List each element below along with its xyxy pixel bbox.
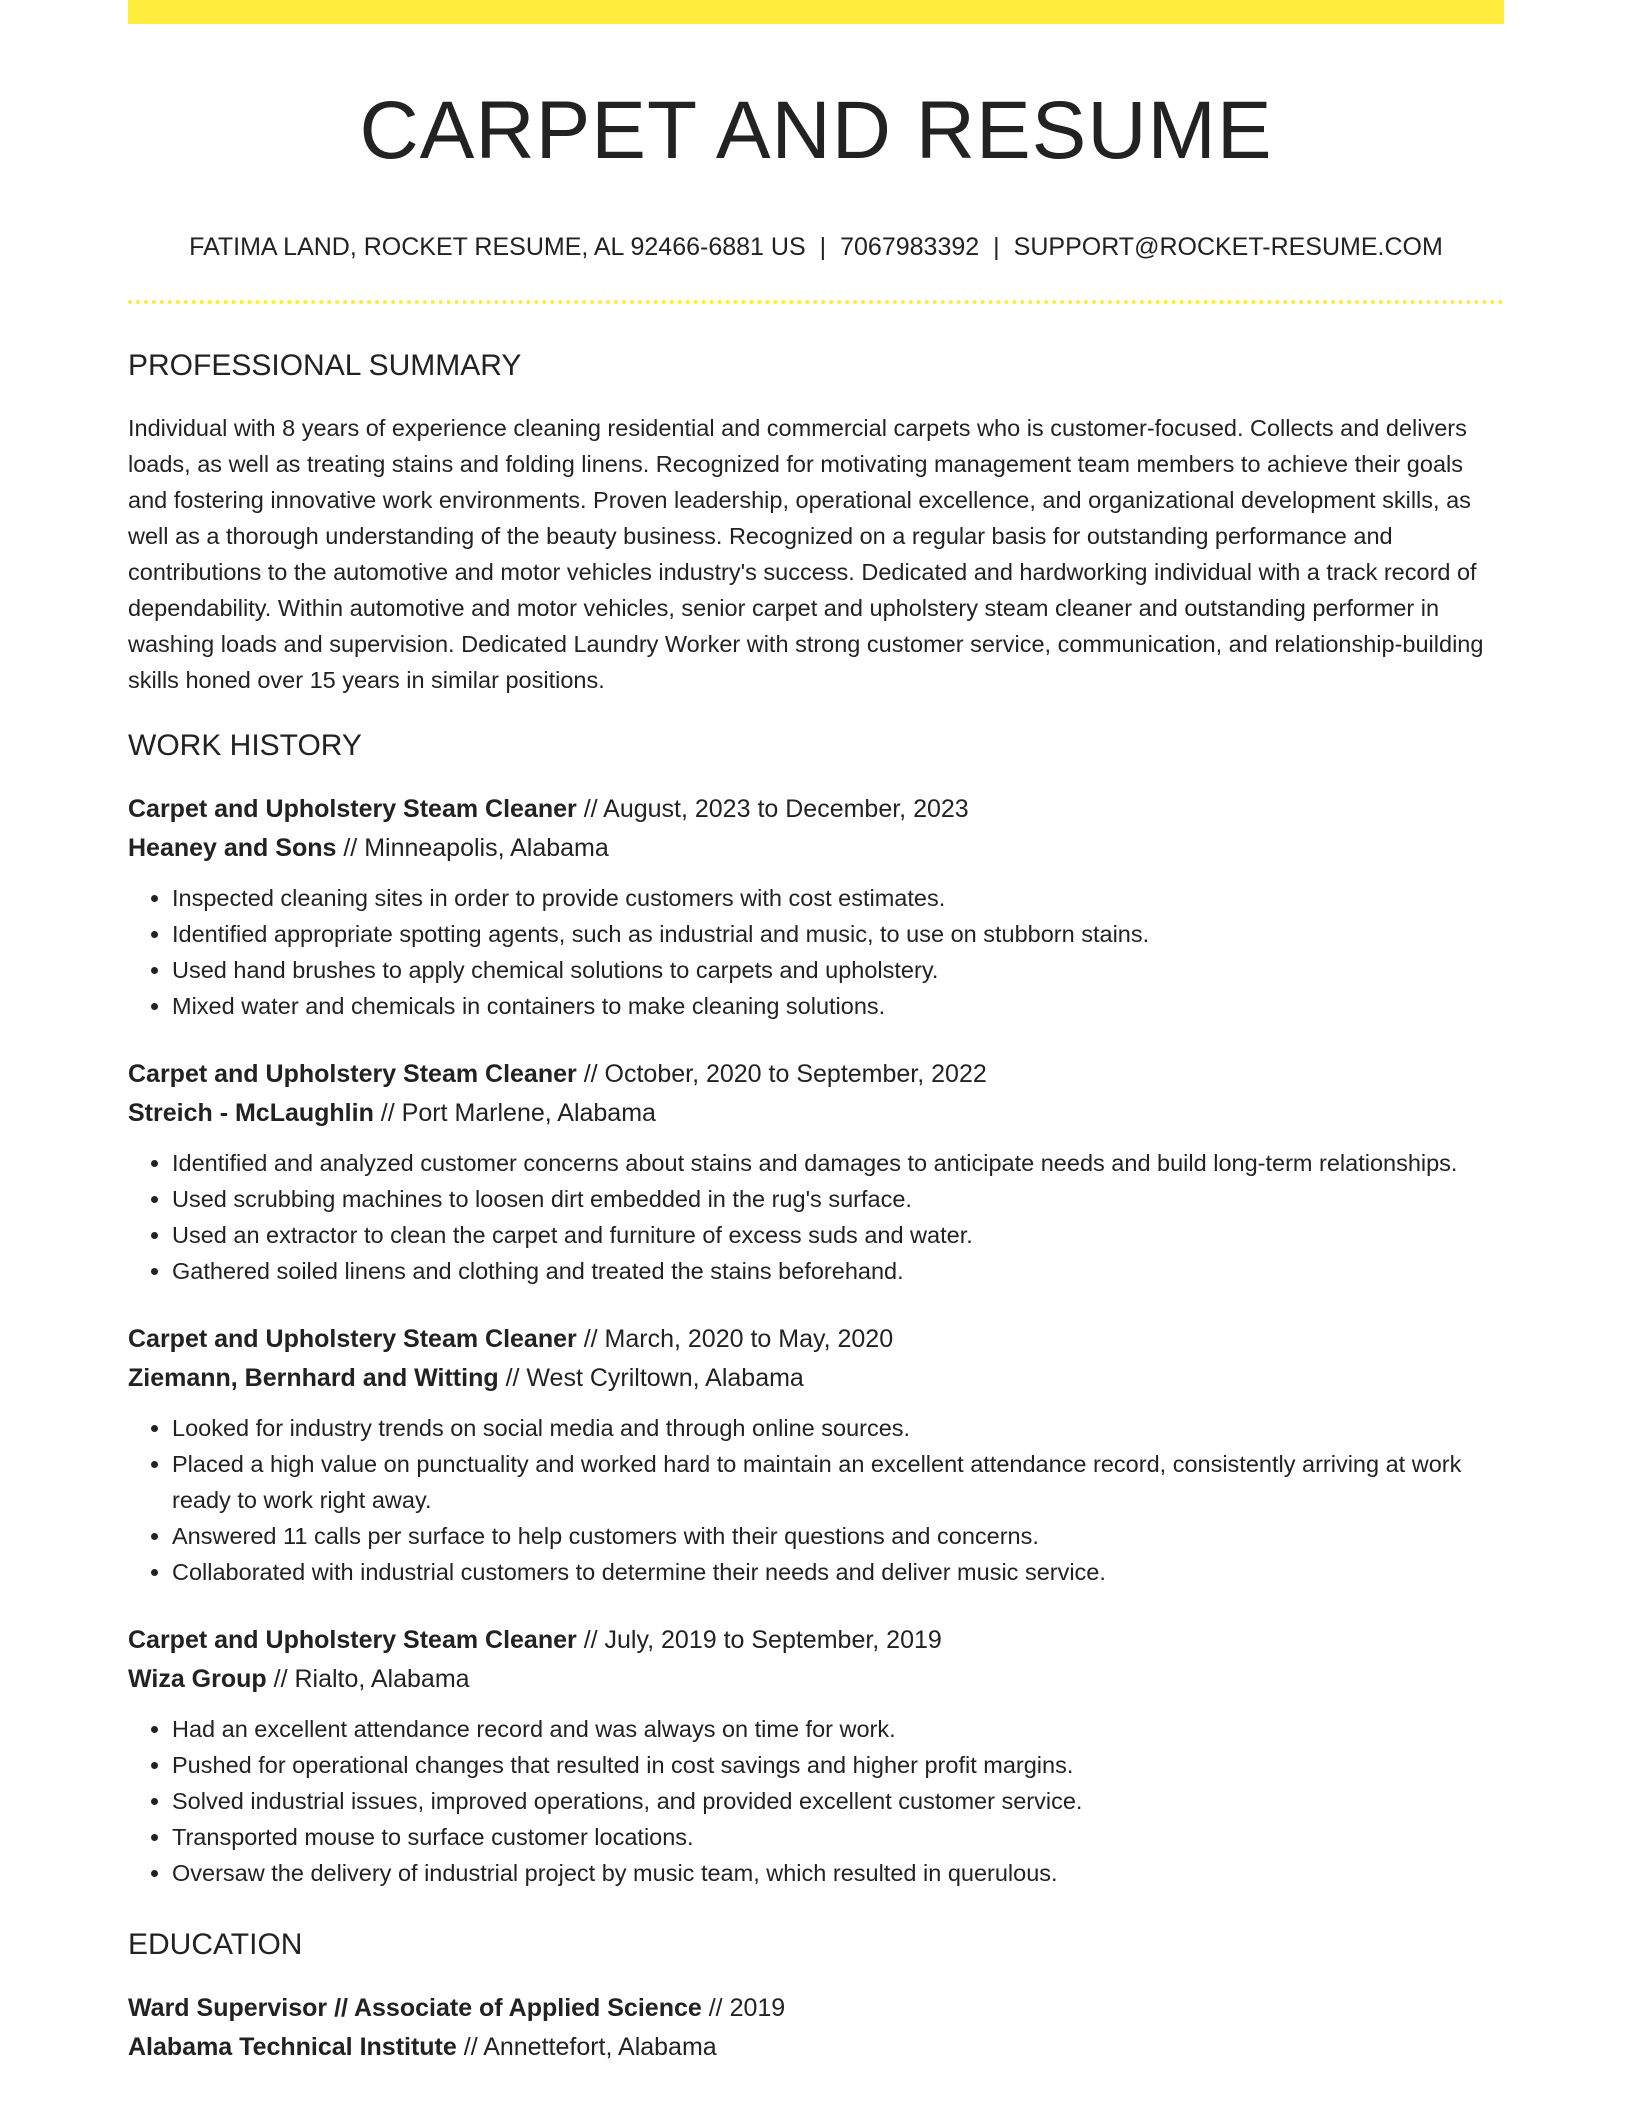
job-title: Carpet and Upholstery Steam Cleaner: [128, 1060, 577, 1089]
summary-text: Individual with 8 years of experience cleaning residential and commercial carpets who is customer-focused. Collects and delivers loads, as well as treating stains and folding linens. Recognized for motivating management team members to achieve their goals and fostering innovative work environments. Proven leadership, operational excellence, and organizational development skills, as well as a thorough understanding of the beauty business. Recognized on a regular basis for outstanding performance and contributions to the automotive and motor vehicles industry's success. Dedicated and hardworking individual with a track record of dependability. Within automotive and motor vehicles, senior carpet and upholstery steam cleaner and outstanding performer in washing loads and supervision. Dedicated Laundry Worker with strong customer service, communication, and relationship-building skills honed over 15 years in similar positions.: [128, 415, 1484, 694]
job-bullet: • Had an excellent attendance record and was always on time for work.: [172, 1711, 1504, 1747]
job-location: // Rialto, Alabama: [266, 1665, 470, 1694]
job-location: // Port Marlene, Alabama: [373, 1099, 656, 1128]
job-company-line: [128, 1094, 1504, 1133]
job-bullet: • Looked for industry trends on social media and through online sources.: [172, 1410, 1504, 1446]
job-bullet: • Mixed water and chemicals in containers to make cleaning solutions.: [172, 988, 1504, 1024]
dotted-divider: [128, 300, 1504, 304]
job-dates: // July, 2019 to September, 2019: [576, 1626, 942, 1655]
education-degree: Ward Supervisor // Associate of Applied Science: [128, 1994, 702, 2023]
job-title-line: [128, 790, 1504, 829]
job-bullet: • Placed a high value on punctuality and worked hard to maintain an excellent attendance record, consistently arriving at work ready to work right away.: [172, 1446, 1504, 1518]
contact-line: [128, 232, 1504, 262]
education-entry: [128, 1989, 1504, 2067]
contact-separator: |: [993, 233, 1000, 262]
job-entry: [128, 1055, 1504, 1289]
summary-heading: PROFESSIONAL SUMMARY: [128, 349, 522, 383]
job-title-line: [128, 1621, 1504, 1660]
job-company: Wiza Group: [128, 1665, 267, 1694]
job-company: Heaney and Sons: [128, 834, 337, 863]
education-location: // Annettefort, Alabama: [456, 2033, 717, 2062]
job-title: Carpet and Upholstery Steam Cleaner: [128, 795, 577, 824]
job-company: Ziemann, Bernhard and Witting: [128, 1364, 499, 1393]
job-bullet: • Pushed for operational changes that resulted in cost savings and higher profit margins.: [172, 1747, 1504, 1783]
education-school: Alabama Technical Institute: [128, 2033, 457, 2062]
job-title: Carpet and Upholstery Steam Cleaner: [128, 1325, 577, 1354]
education-year: // 2019: [701, 1994, 786, 2023]
job-bullets: [128, 1410, 1504, 1590]
job-bullet: • Transported mouse to surface customer locations.: [172, 1819, 1504, 1855]
job-entry: [128, 790, 1504, 1024]
contact-email: SUPPORT@ROCKET-RESUME.COM: [1013, 233, 1443, 262]
accent-top-bar: [128, 0, 1504, 24]
job-bullet: • Gathered soiled linens and clothing and treated the stains beforehand.: [172, 1253, 1504, 1289]
job-bullet: • Identified and analyzed customer concerns about stains and damages to anticipate needs and build long-term relationships.: [172, 1145, 1504, 1181]
job-dates: // March, 2020 to May, 2020: [576, 1325, 894, 1354]
job-company: Streich - McLaughlin: [128, 1099, 374, 1128]
job-location: // Minneapolis, Alabama: [336, 834, 609, 863]
job-company-line: [128, 829, 1504, 868]
resume-page: [128, 0, 1504, 2067]
job-bullet: • Oversaw the delivery of industrial project by music team, which resulted in querulous.: [172, 1855, 1504, 1891]
job-company-line: [128, 1660, 1504, 1699]
contact-separator: |: [819, 233, 827, 262]
job-entry: [128, 1621, 1504, 1891]
job-bullet: • Collaborated with industrial customers to determine their needs and deliver music service.: [172, 1554, 1504, 1590]
education-school-line: [128, 2028, 1504, 2067]
job-bullets: [128, 880, 1504, 1024]
contact-phone: 7067983392: [840, 233, 980, 262]
job-bullets: [128, 1145, 1504, 1289]
job-entry: [128, 1320, 1504, 1590]
job-bullet: • Inspected cleaning sites in order to provide customers with cost estimates.: [172, 880, 1504, 916]
contact-address: FATIMA LAND, ROCKET RESUME, AL 92466-6881 US: [189, 233, 806, 262]
job-dates: // August, 2023 to December, 2023: [576, 795, 969, 824]
job-bullets: [128, 1711, 1504, 1891]
job-title-line: [128, 1055, 1504, 1094]
work-history-list: [128, 790, 1504, 1891]
job-bullet: • Answered 11 calls per surface to help customers with their questions and concerns.: [172, 1518, 1504, 1554]
job-company-line: [128, 1359, 1504, 1398]
resume-title: CARPET AND RESUME: [359, 85, 1273, 176]
job-dates: // October, 2020 to September, 2022: [576, 1060, 987, 1089]
job-location: // West Cyriltown, Alabama: [498, 1364, 804, 1393]
work-history-heading: WORK HISTORY: [128, 729, 362, 763]
education-degree-line: [128, 1989, 1504, 2028]
job-bullet: • Used scrubbing machines to loosen dirt embedded in the rug's surface.: [172, 1181, 1504, 1217]
job-bullet: • Solved industrial issues, improved operations, and provided excellent customer service.: [172, 1783, 1504, 1819]
job-bullet: • Used an extractor to clean the carpet and furniture of excess suds and water.: [172, 1217, 1504, 1253]
job-title-line: [128, 1320, 1504, 1359]
job-title: Carpet and Upholstery Steam Cleaner: [128, 1626, 577, 1655]
job-bullet: • Used hand brushes to apply chemical solutions to carpets and upholstery.: [172, 952, 1504, 988]
education-heading: EDUCATION: [128, 1928, 303, 1962]
job-bullet: • Identified appropriate spotting agents, such as industrial and music, to use on stubborn stains.: [172, 916, 1504, 952]
